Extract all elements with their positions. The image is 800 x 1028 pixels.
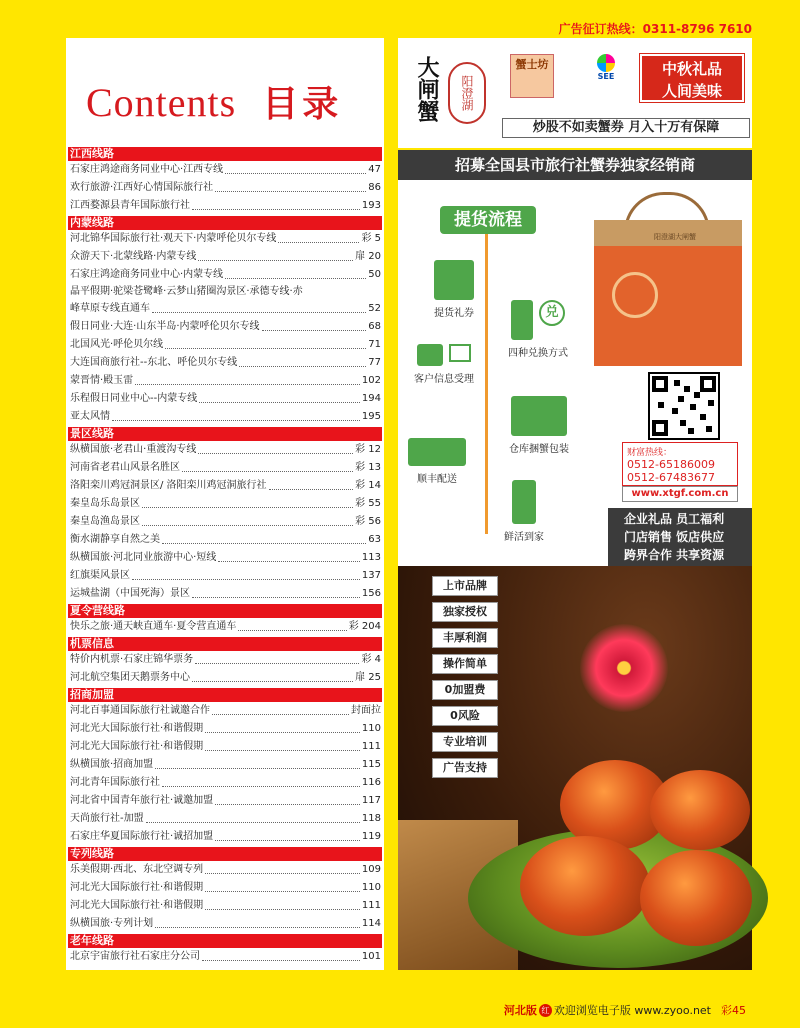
dot-leader bbox=[215, 804, 360, 805]
toc-entry-title: 亚太风情 bbox=[70, 411, 110, 422]
crab-image bbox=[650, 770, 750, 850]
crab-shop-logo: 蟹士坊 bbox=[510, 54, 554, 98]
step-arrive bbox=[498, 480, 550, 543]
toc-entry-title: 江西婺源县青年国际旅行社 bbox=[70, 200, 190, 211]
person-icon bbox=[511, 300, 533, 340]
dot-leader bbox=[192, 681, 353, 682]
toc-section-header: 江西线路 bbox=[68, 147, 382, 161]
toc-entry[interactable] bbox=[68, 477, 382, 495]
toc-section-header: 内蒙线路 bbox=[68, 216, 382, 230]
step-exchange bbox=[498, 300, 578, 359]
ad-tag: 独家授权 bbox=[432, 602, 498, 622]
see-logo bbox=[580, 54, 632, 94]
biz-line-2: 门店销售 饭店供应 bbox=[624, 530, 725, 544]
bag-label: 阳澄湖大闸蟹 bbox=[654, 233, 696, 241]
toc-section-header: 夏令营线路 bbox=[68, 604, 382, 618]
step-info bbox=[404, 344, 484, 385]
toc-entry[interactable] bbox=[68, 390, 382, 408]
footer-text[interactable]: 欢迎浏览电子版 www.zyoo.net bbox=[553, 1004, 711, 1017]
dot-leader bbox=[218, 561, 360, 562]
exchange-icon: 兑 bbox=[539, 300, 565, 326]
toc-entry-page: 86 bbox=[368, 182, 381, 193]
toc-entry[interactable] bbox=[68, 879, 382, 897]
step-delivery-label: 顺丰配送 bbox=[417, 474, 457, 485]
ad-tag: 广告支持 bbox=[432, 758, 498, 778]
contents-header bbox=[86, 76, 342, 127]
toc-entry-title: 纵横国旅·河北同业旅游中心·短线 bbox=[70, 552, 217, 563]
toc-entry-title: 河北航空集团天鹅票务中心 bbox=[70, 672, 190, 683]
toc-entry[interactable] bbox=[68, 792, 382, 810]
logo-big-text: 大闸蟹 bbox=[414, 56, 439, 122]
dot-leader bbox=[239, 366, 366, 367]
mid-autumn-line1: 中秋礼品 bbox=[661, 60, 722, 78]
contents-title-zh: 目录 bbox=[262, 84, 343, 125]
toc-section-header: 老年线路 bbox=[68, 934, 382, 948]
toc-entry-title: 特价内机票·石家庄锦华票务 bbox=[70, 654, 194, 665]
toc-entry[interactable] bbox=[68, 495, 382, 513]
toc-entry-title: 河北青年国际旅行社 bbox=[70, 777, 160, 788]
step-info-label: 客户信息受理 bbox=[414, 374, 474, 385]
toc-entry-page: 118 bbox=[361, 813, 381, 824]
toc-entry-page: 116 bbox=[361, 777, 381, 788]
toc-entry[interactable] bbox=[68, 354, 382, 372]
toc-entry-page: 101 bbox=[361, 951, 381, 962]
flow-line bbox=[485, 234, 488, 534]
toc-entry-page: 137 bbox=[361, 570, 381, 581]
dot-leader bbox=[192, 597, 360, 598]
toc-entry-title: 河北锦华国际旅行社·观天下·内蒙呼伦贝尔专线 bbox=[70, 233, 277, 244]
toc-entry[interactable] bbox=[68, 248, 382, 266]
toc-entry-page: 彩 56 bbox=[355, 516, 381, 527]
logo-lake-text: 阳澄湖 bbox=[448, 62, 486, 124]
toc-entry[interactable] bbox=[68, 336, 382, 354]
toc-entry-page: 110 bbox=[361, 723, 381, 734]
toc-entry-page: 彩 4 bbox=[361, 654, 381, 665]
ad-tag: 0风险 bbox=[432, 706, 498, 726]
truck-icon bbox=[408, 438, 466, 466]
toc-entry-page: 114 bbox=[361, 918, 381, 929]
contents-title-en: Contents bbox=[86, 80, 237, 125]
dot-leader bbox=[155, 927, 360, 928]
toc-entry[interactable] bbox=[68, 948, 382, 966]
dot-leader bbox=[225, 278, 366, 279]
packing-icon bbox=[511, 396, 567, 436]
dot-leader bbox=[155, 768, 360, 769]
dot-leader bbox=[198, 453, 353, 454]
toc-entry[interactable] bbox=[68, 531, 382, 549]
toc-entry-title: 快乐之旅·通天峡直通车·夏令营直通车 bbox=[70, 621, 237, 632]
footer-edition: 河北版 bbox=[503, 1004, 537, 1017]
dot-leader bbox=[146, 822, 360, 823]
toc-entry-page: 扉 25 bbox=[355, 672, 381, 683]
toc-entry-page: 52 bbox=[368, 303, 381, 314]
crab-brand-logo bbox=[412, 54, 490, 130]
toc-entry[interactable] bbox=[68, 441, 382, 459]
bag-seal-icon bbox=[612, 272, 658, 318]
toc-entry-title: 晶平假期·驼梁苍鹭峰·云梦山猪圈沟景区·承德专线·赤 bbox=[70, 286, 303, 297]
table-of-contents bbox=[68, 146, 382, 966]
dot-leader bbox=[212, 714, 349, 715]
flower-image bbox=[580, 624, 668, 712]
toc-entry[interactable] bbox=[68, 230, 382, 248]
dot-leader bbox=[205, 873, 360, 874]
footer-badge-icon: 红 bbox=[539, 1004, 552, 1017]
toc-section-header: 招商加盟 bbox=[68, 688, 382, 702]
dot-leader bbox=[198, 260, 353, 261]
dot-leader bbox=[238, 630, 346, 631]
toc-entry[interactable] bbox=[68, 567, 382, 585]
dot-leader bbox=[135, 384, 360, 385]
toc-entry-title: 北京宇宙旅行社石家庄分公司 bbox=[70, 951, 200, 962]
toc-entry-title: 河北光大国际旅行社·和谐假期 bbox=[70, 723, 204, 734]
toc-section-header: 专列线路 bbox=[68, 847, 382, 861]
step-arrive-label: 鲜活到家 bbox=[504, 532, 544, 543]
toc-entry-page: 彩 14 bbox=[355, 480, 381, 491]
see-logo-text: SEE bbox=[597, 72, 615, 81]
phone-1: 0512-65186009 bbox=[627, 458, 715, 471]
toc-entry-page: 47 bbox=[368, 164, 381, 175]
step-packing bbox=[498, 396, 580, 455]
toc-entry-page: 115 bbox=[361, 759, 381, 770]
toc-entry[interactable] bbox=[68, 756, 382, 774]
business-box bbox=[608, 508, 752, 566]
toc-entry[interactable] bbox=[68, 179, 382, 197]
flow-title: 提货流程 bbox=[440, 206, 536, 234]
toc-entry-title: 欢行旅游·江西好心情国际旅行社 bbox=[70, 182, 214, 193]
toc-entry[interactable] bbox=[68, 372, 382, 390]
toc-entry[interactable] bbox=[68, 266, 382, 284]
toc-entry-title: 河南省老君山风景名胜区 bbox=[70, 462, 180, 473]
dot-leader bbox=[112, 420, 360, 421]
toc-entry[interactable] bbox=[68, 408, 382, 426]
toc-entry-title: 大连国商旅行社--东北、呼伦贝尔专线 bbox=[70, 357, 238, 368]
toc-entry[interactable] bbox=[68, 197, 382, 215]
desk-icon bbox=[417, 344, 443, 366]
step-packing-label: 仓库捆蟹包装 bbox=[509, 444, 569, 455]
toc-entry-page: 193 bbox=[361, 200, 381, 211]
dot-leader bbox=[152, 312, 366, 313]
toc-entry-page: 68 bbox=[368, 321, 381, 332]
toc-entry-page: 156 bbox=[361, 588, 381, 599]
hotline-label: 财富热线： bbox=[627, 448, 673, 458]
dot-leader bbox=[205, 732, 360, 733]
toc-entry-page: 113 bbox=[361, 552, 381, 563]
toc-section-header: 机票信息 bbox=[68, 637, 382, 651]
toc-entry-page: 195 bbox=[361, 411, 381, 422]
step-voucher-label: 提货礼券 bbox=[434, 308, 474, 319]
toc-entry-page: 63 bbox=[368, 534, 381, 545]
toc-entry-title: 河北省中国青年旅行社·诚邀加盟 bbox=[70, 795, 214, 806]
dot-leader bbox=[162, 786, 360, 787]
mid-autumn-gift-badge bbox=[640, 54, 744, 102]
dot-leader bbox=[199, 402, 360, 403]
toc-entry-title: 乐程假日同业中心--内蒙专线 bbox=[70, 393, 198, 404]
toc-entry-page: 110 bbox=[361, 882, 381, 893]
dot-leader bbox=[142, 525, 353, 526]
qr-code bbox=[648, 372, 720, 440]
ad-hotline: 广告征订热线：0311-8796 7610 bbox=[558, 22, 752, 36]
toc-entry-title: 洛阳栾川鸡冠洞景区/ 洛阳栾川鸡冠洞旅行社 bbox=[70, 480, 267, 491]
toc-entry-title: 纵横国旅·专列计划 bbox=[70, 918, 154, 929]
toc-entry-title: 秦皇岛渔岛景区 bbox=[70, 516, 140, 527]
biz-line-3: 跨界合作 共享资源 bbox=[624, 548, 725, 562]
toc-entry-page: 封面拉 bbox=[351, 705, 381, 716]
crab-image bbox=[640, 850, 752, 946]
toc-entry-page: 109 bbox=[361, 864, 381, 875]
toc-entry-title: 衡水湖静享自然之美 bbox=[70, 534, 160, 545]
ad-tag: 操作简单 bbox=[432, 654, 498, 674]
toc-entry[interactable] bbox=[68, 915, 382, 933]
toc-entry-title: 蒙晋情·殿玉雷 bbox=[70, 375, 134, 386]
toc-entry[interactable] bbox=[68, 459, 382, 477]
courier-icon bbox=[512, 480, 536, 524]
dot-leader bbox=[262, 330, 367, 331]
toc-entry[interactable] bbox=[68, 618, 382, 636]
toc-entry[interactable] bbox=[68, 861, 382, 879]
step-voucher bbox=[424, 260, 484, 319]
toc-entry-page: 71 bbox=[368, 339, 381, 350]
toc-entry[interactable] bbox=[68, 669, 382, 687]
toc-entry[interactable] bbox=[68, 897, 382, 915]
toc-entry-page: 彩 55 bbox=[355, 498, 381, 509]
toc-entry-page: 彩 5 bbox=[361, 233, 381, 244]
toc-entry-title-cont: 峰草原专线直通车 bbox=[70, 303, 150, 314]
ad-tag: 专业培训 bbox=[432, 732, 498, 752]
toc-entry-title: 河北光大国际旅行社·和谐假期 bbox=[70, 741, 204, 752]
dot-leader bbox=[225, 173, 366, 174]
toc-entry-title: 北国风光·呼伦贝尔线 bbox=[70, 339, 164, 350]
handshake-icon bbox=[434, 260, 474, 300]
toc-entry-page: 102 bbox=[361, 375, 381, 386]
dot-leader bbox=[192, 209, 360, 210]
toc-entry[interactable] bbox=[68, 651, 382, 669]
dot-leader bbox=[202, 960, 360, 961]
toc-entry[interactable] bbox=[68, 738, 382, 756]
dot-leader bbox=[215, 191, 366, 192]
toc-entry-title: 河北光大国际旅行社·和谐假期 bbox=[70, 900, 204, 911]
toc-entry-page: 50 bbox=[368, 269, 381, 280]
monitor-icon bbox=[449, 344, 471, 362]
toc-entry-title: 河北光大国际旅行社·和谐假期 bbox=[70, 882, 204, 893]
dot-leader bbox=[162, 543, 366, 544]
toc-entry[interactable] bbox=[68, 161, 382, 179]
dot-leader bbox=[278, 242, 359, 243]
ad-tag: 0加盟费 bbox=[432, 680, 498, 700]
ad-tag: 上市品牌 bbox=[432, 576, 498, 596]
toc-entry[interactable] bbox=[68, 828, 382, 846]
dot-leader bbox=[195, 663, 359, 664]
ad-tag: 丰厚利润 bbox=[432, 628, 498, 648]
step-exchange-label: 四种兑换方式 bbox=[508, 348, 568, 359]
gift-bag-image bbox=[594, 192, 742, 368]
ad-url[interactable]: www.xtgf.com.cn bbox=[622, 486, 738, 502]
ad-slogan: 炒股不如卖蟹券 月入十万有保障 bbox=[502, 118, 750, 138]
toc-entry-title: 石家庄华夏国际旅行社·诚招加盟 bbox=[70, 831, 214, 842]
toc-entry-title: 天尚旅行社-加盟 bbox=[70, 813, 144, 824]
step-delivery bbox=[404, 438, 470, 485]
toc-entry-page: 77 bbox=[368, 357, 381, 368]
toc-entry-page: 111 bbox=[361, 741, 381, 752]
dot-leader bbox=[215, 840, 360, 841]
toc-entry-title: 纵横国旅·老君山·重渡沟专线 bbox=[70, 444, 197, 455]
toc-entry-title: 纵横国旅·招商加盟 bbox=[70, 759, 154, 770]
dot-leader bbox=[205, 909, 360, 910]
page-number: 彩45 bbox=[721, 1004, 746, 1017]
toc-entry-page: 194 bbox=[361, 393, 381, 404]
crab-image bbox=[520, 836, 650, 936]
dot-leader bbox=[132, 579, 360, 580]
dot-leader bbox=[205, 891, 360, 892]
dot-leader bbox=[269, 489, 354, 490]
toc-entry-page: 111 bbox=[361, 900, 381, 911]
toc-entry[interactable] bbox=[68, 284, 382, 318]
see-logo-icon bbox=[597, 54, 615, 72]
toc-entry-title: 石家庄鸿途商务同业中心·江西专线 bbox=[70, 164, 224, 175]
toc-entry[interactable] bbox=[68, 585, 382, 603]
toc-entry[interactable] bbox=[68, 513, 382, 531]
toc-section-header: 景区线路 bbox=[68, 427, 382, 441]
toc-entry-title: 河北百事通国际旅行社诚邀合作 bbox=[70, 705, 210, 716]
mid-autumn-line2: 人间美味 bbox=[661, 82, 722, 100]
toc-entry-title: 秦皇岛乐岛景区 bbox=[70, 498, 140, 509]
phone-2: 0512-67483677 bbox=[627, 471, 715, 484]
toc-entry-page: 扉 20 bbox=[355, 251, 381, 262]
toc-entry[interactable] bbox=[68, 810, 382, 828]
toc-entry-title: 运城盐湖（中国死海）景区 bbox=[70, 588, 190, 599]
toc-entry-page: 彩 12 bbox=[355, 444, 381, 455]
recruit-banner: 招募全国县市旅行社蟹券独家经销商 bbox=[398, 150, 752, 180]
page-footer bbox=[504, 1002, 746, 1018]
toc-entry-page: 彩 204 bbox=[348, 621, 381, 632]
contact-box bbox=[622, 442, 738, 486]
toc-entry[interactable] bbox=[68, 774, 382, 792]
dot-leader bbox=[205, 750, 360, 751]
toc-entry[interactable] bbox=[68, 720, 382, 738]
biz-line-1: 企业礼品 员工福利 bbox=[624, 512, 725, 526]
toc-entry-page: 119 bbox=[361, 831, 381, 842]
toc-entry-title: 红旗渠风景区 bbox=[70, 570, 130, 581]
toc-entry-title: 假日同业·大连·山东半岛·内蒙呼伦贝尔专线 bbox=[70, 321, 260, 332]
dot-leader bbox=[165, 348, 366, 349]
dot-leader bbox=[142, 507, 353, 508]
dot-leader bbox=[182, 471, 353, 472]
toc-entry-title: 乐美假期·西北、东北空调专列 bbox=[70, 864, 204, 875]
toc-entry-page: 117 bbox=[361, 795, 381, 806]
toc-entry-title: 石家庄鸿途商务同业中心·内蒙专线 bbox=[70, 269, 224, 280]
toc-entry-title: 众游天下·北蒙线路·内蒙专线 bbox=[70, 251, 197, 262]
toc-entry[interactable] bbox=[68, 702, 382, 720]
toc-entry[interactable] bbox=[68, 549, 382, 567]
toc-entry[interactable] bbox=[68, 318, 382, 336]
toc-entry-page: 彩 13 bbox=[355, 462, 381, 473]
